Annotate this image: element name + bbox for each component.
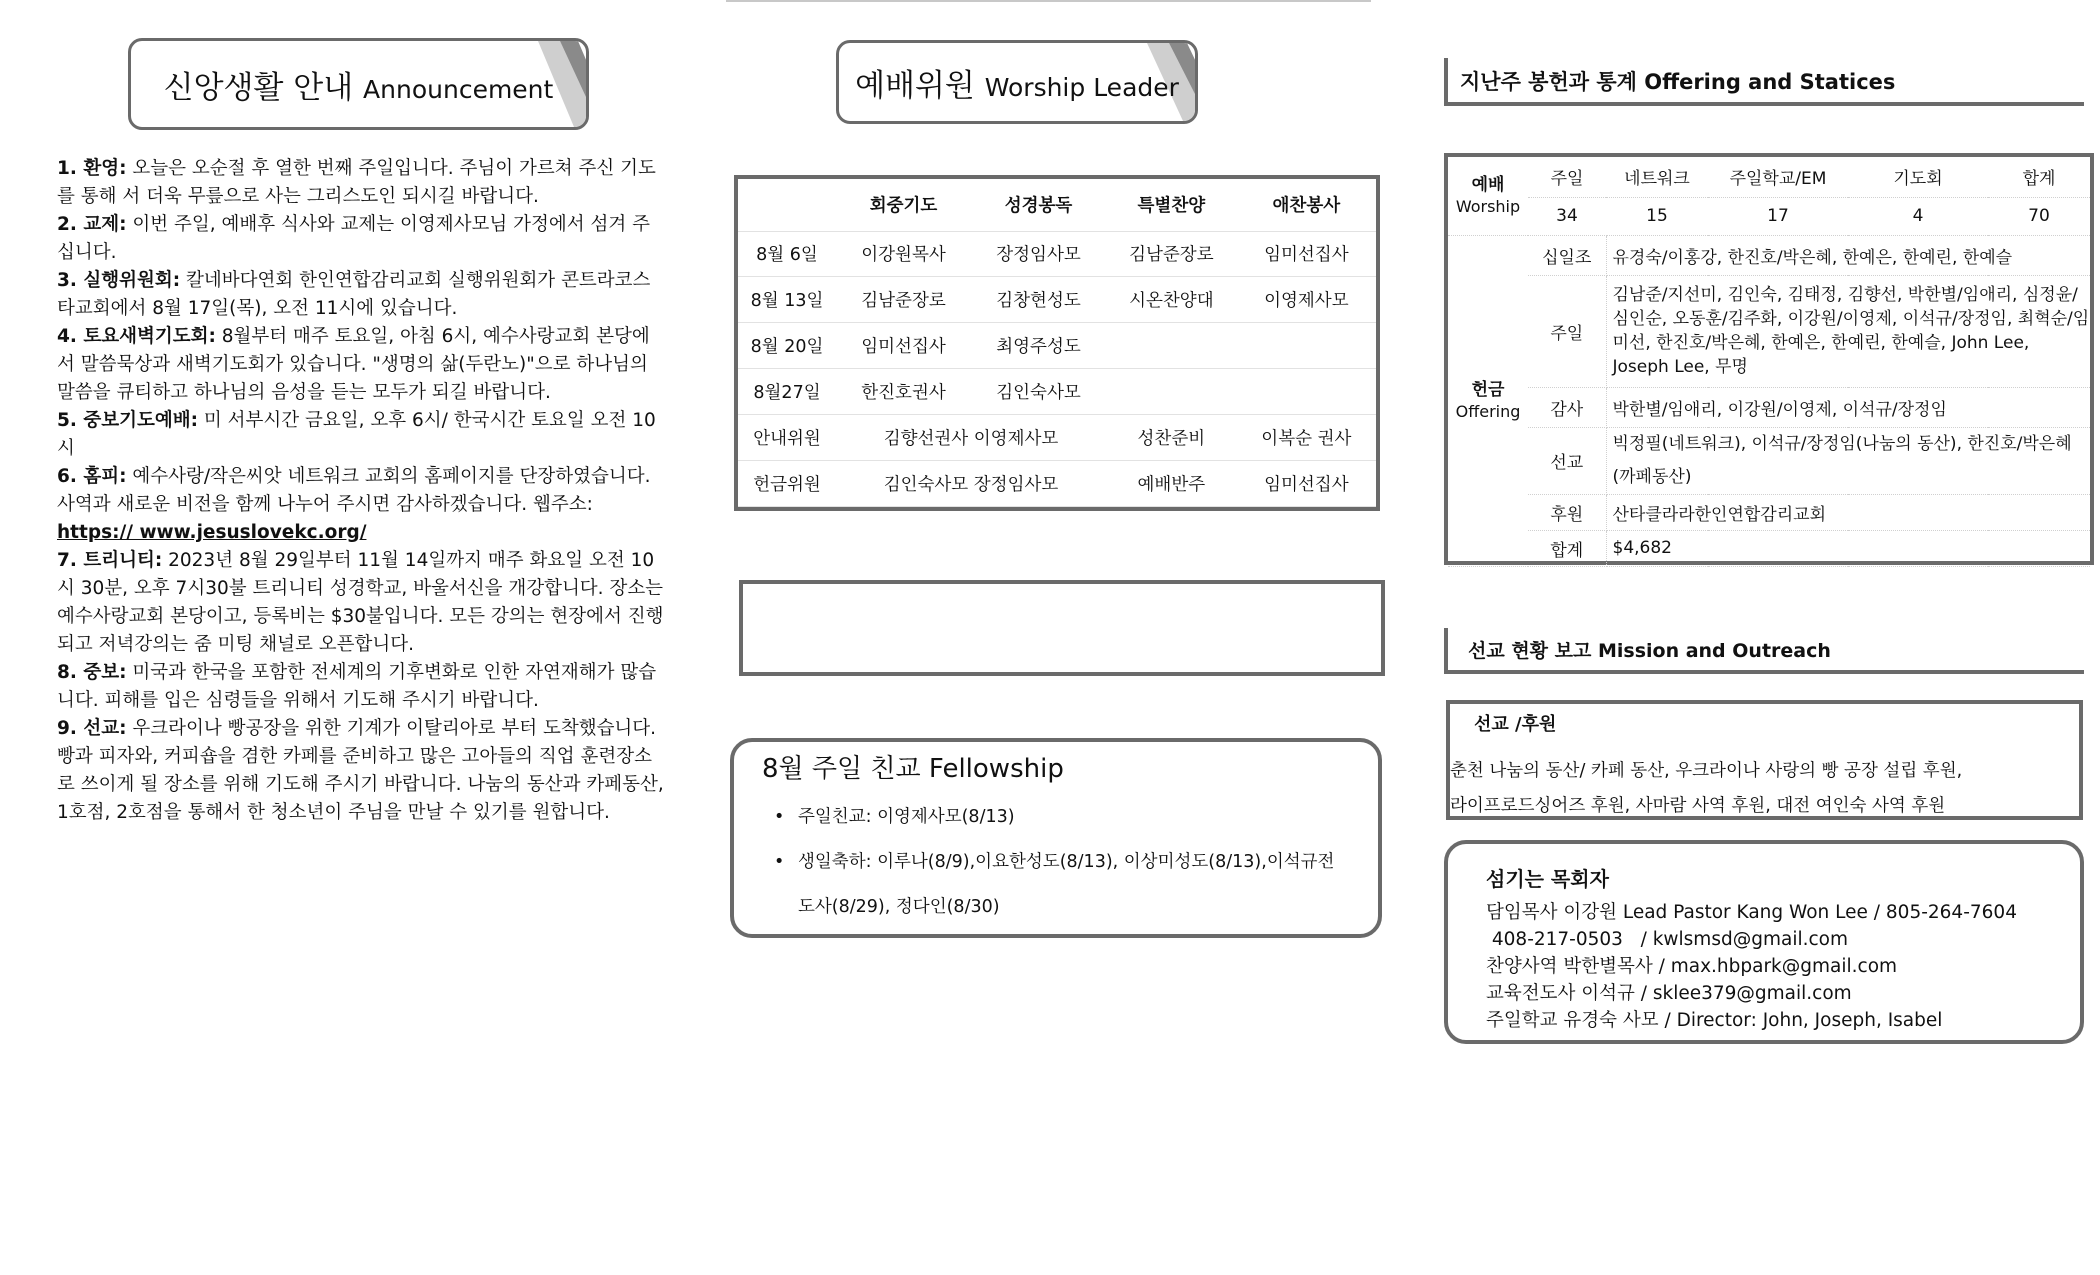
list-item: • 생일축하: 이루나(8/9),이요한성도(8/13), 이상미성도(8/13),이석규전도사(8/29), 정다인(8/30) — [762, 840, 1350, 930]
fellowship-title: 8월 주일 친교 Fellowship — [762, 754, 1064, 784]
announcement-item: 4. 토요새벽기도회: 8월부터 매주 토요일, 아침 6시, 예수사랑교회 본당에서 말씀묵상과 새벽기도회가 있습니다. "생명의 삶(두란노)"으로 하나님의 말씀을 큐티하고 하나님의 음성을 듣는 모두가 되길 바랍니다. — [57, 326, 650, 403]
table-cell — [1106, 369, 1237, 415]
table-cell: 이영제사모 — [1237, 277, 1376, 323]
worship-leader-table — [734, 175, 1380, 511]
offering-label: 헌금 Offering — [1448, 235, 1528, 566]
table-cell: 주일 — [1528, 275, 1606, 387]
table-cell: 선교 — [1528, 427, 1606, 494]
worship-label: 예배 Worship — [1448, 157, 1528, 235]
table-cell: 김남준/지선미, 김인숙, 김태정, 김향선, 박한별/임애리, 심정윤/심인순, 오동훈/김주화, 이강원/이영제, 이석규/장정임, 최혁순/임미선, 한진호/박은혜, 한예은, 한예린, 한예슬, John Lee, Joseph Lee, 무명 — [1606, 275, 2090, 387]
worship-title-tab — [836, 40, 1198, 124]
table-row — [1448, 275, 2090, 387]
table-cell: 70 — [1988, 197, 2090, 235]
table-cell: 임미선집사 — [1237, 231, 1376, 277]
table-row — [1448, 387, 2090, 427]
table-row — [1448, 530, 2090, 566]
table-cell: 최영주성도 — [971, 323, 1106, 369]
table-cell: 김인숙사모 장정임사모 — [836, 461, 1106, 507]
table-cell: 예배반주 — [1106, 461, 1237, 507]
table-cell: 8월 6일 — [738, 231, 836, 277]
table-cell: 헌금위원 — [738, 461, 836, 507]
announcement-item: 5. 중보기도예배: 미 서부시간 금요일, 오후 6시/ 한국시간 토요일 오전 10시 — [57, 410, 656, 459]
pastor-line: 주일학교 유경숙 사모 / Director: John, Joseph, Isabel — [1486, 1010, 1943, 1031]
table-cell: 4 — [1848, 197, 1988, 235]
table-cell: 15 — [1606, 197, 1708, 235]
table-cell: 김인숙사모 — [971, 369, 1106, 415]
list-item: • 주일친교: 이영제사모(8/13) — [762, 795, 1350, 840]
table-row — [1448, 494, 2090, 530]
table-header: 주일 — [1528, 157, 1606, 197]
table-cell: 유경숙/이홍강, 한진호/박은혜, 한예은, 한예린, 한예슬 — [1606, 235, 2090, 275]
announcement-item: 2. 교제: 이번 주일, 예배후 식사와 교제는 이영제사모님 가정에서 섬겨 주십니다. — [57, 214, 650, 263]
table-cell: 34 — [1528, 197, 1606, 235]
pastor-line: 담임목사 이강원 Lead Pastor Kang Won Lee / 805-264-7604 — [1486, 902, 2017, 923]
table-cell — [1237, 369, 1376, 415]
table-header: 회중기도 — [836, 179, 971, 231]
table-row — [1448, 197, 2090, 235]
announcement-item: 6. 홈피: 예수사랑/작은씨앗 네트워크 교회의 홈페이지를 단장하였습니다. 사역과 새로운 비전을 함께 나누어 주시면 감사하겠습니다. 웹주소: https:// www.jesuslovekc.org/ — [57, 466, 651, 543]
table-cell: 빅정필(네트워크), 이석규/장정임(나눔의 동산), 한진호/박은혜(까페동산) — [1606, 427, 2090, 494]
table-row — [1448, 157, 2090, 197]
table-cell: 감사 — [1528, 387, 1606, 427]
table-header: 애찬봉사 — [1237, 179, 1376, 231]
table-cell: 17 — [1708, 197, 1848, 235]
table-header-row — [738, 179, 1376, 231]
table-cell: 안내위원 — [738, 415, 836, 461]
table-cell: 김창현성도 — [971, 277, 1106, 323]
fellowship-box — [730, 738, 1382, 938]
announcement-item: 3. 실행위원회: 칼네바다연회 한인연합감리교회 실행위원회가 콘트라코스타교회에서 8월 17일(목), 오전 11시에 있습니다. — [57, 270, 651, 319]
table-cell: 김향선권사 이영제사모 — [836, 415, 1106, 461]
pastors-heading: 섬기는 목회자 — [1486, 867, 1609, 891]
announcement-item: 9. 선교: 우크라이나 빵공장을 위한 기계가 이탈리아로 부터 도착했습니다. 빵과 피자와, 커피숍을 겸한 카페를 준비하고 많은 고아들의 직업 훈련장소로 쓰이게 될 장소를 위해 기도해 주시기 바랍니다. 나눔의 동산과 카페동산, 1호점, 2호점을 통해서 한 청소년이 주님을 만날 수 있기를 원합니다. — [57, 718, 664, 823]
table-header: 합계 — [1988, 157, 2090, 197]
worship-title: 예배위원 Worship Leader — [855, 67, 1179, 104]
table-row — [1448, 427, 2090, 494]
announcement-item: 7. 트리니티: 2023년 8월 29일부터 11월 14일까지 매주 화요일 오전 10시 30분, 오후 7시30불 트리니티 성경학교, 바울서신을 개강합니다. 장소는 예수사랑교회 본당이고, 등록비는 $30불입니다. 모든 강의는 현장에서 진행되고 저녁강의는 줌 미팅 채널로 오픈합니다. — [57, 550, 664, 655]
table-cell: 8월 20일 — [738, 323, 836, 369]
pastor-line: 408-217-0503 / kwlsmsd@gmail.com — [1486, 929, 1848, 950]
table-cell: 이강원목사 — [836, 231, 971, 277]
table-cell: 박한별/임애리, 이강원/이영제, 이석규/장정임 — [1606, 387, 2090, 427]
announcement-list — [57, 155, 667, 827]
top-divider-line — [726, 0, 1371, 2]
section-bar — [1444, 628, 1448, 674]
table-cell: 성찬준비 — [1106, 415, 1237, 461]
table-cell: $4,682 — [1606, 530, 2090, 566]
table-header: 성경봉독 — [971, 179, 1106, 231]
announcement-title: 신앙생활 안내 Announcement — [163, 69, 554, 106]
empty-box — [739, 580, 1385, 676]
table-cell: 후원 — [1528, 494, 1606, 530]
pastors-box — [1444, 840, 2084, 1044]
table-row — [1448, 235, 2090, 275]
section-bar — [1444, 670, 2084, 674]
mission-heading: 선교 /후원 — [1474, 714, 1557, 735]
table-header: 기도회 — [1848, 157, 1988, 197]
table-row — [738, 323, 1376, 369]
table-row — [738, 231, 1376, 277]
mission-section-title: 선교 현황 보고 Mission and Outreach — [1468, 640, 1831, 662]
table-cell: 이복순 권사 — [1237, 415, 1376, 461]
table-header: 특별찬양 — [1106, 179, 1237, 231]
table-cell: 장정임사모 — [971, 231, 1106, 277]
table-cell: 임미선집사 — [1237, 461, 1376, 507]
table-cell: 김남준장로 — [836, 277, 971, 323]
mission-box — [1446, 700, 2083, 820]
section-bar — [1444, 58, 1448, 106]
table-cell: 산타클라라한인연합감리교회 — [1606, 494, 2090, 530]
table-cell: 김남준장로 — [1106, 231, 1237, 277]
table-cell — [1106, 323, 1237, 369]
table-row — [738, 415, 1376, 461]
table-row — [738, 369, 1376, 415]
announcement-item: 1. 환영: 오늘은 오순절 후 열한 번째 주일입니다. 주님이 가르쳐 주신 기도를 통해 서 더욱 무릎으로 사는 그리스도인 되시길 바랍니다. — [57, 158, 656, 207]
homepage-link[interactable]: https:// www.jesuslovekc.org/ — [57, 522, 367, 543]
table-cell: 8월27일 — [738, 369, 836, 415]
announcement-item: 8. 중보: 미국과 한국을 포함한 전세계의 기후변화로 인한 자연재해가 많습니다. 피해를 입은 심령들을 위해서 기도해 주시기 바랍니다. — [57, 662, 657, 711]
table-header: 네트워크 — [1606, 157, 1708, 197]
table-cell: 합계 — [1528, 530, 1606, 566]
table-cell: 시온찬양대 — [1106, 277, 1237, 323]
announcement-title-tab — [128, 38, 589, 130]
mission-line: 라이프로드싱어즈 후원, 사마람 사역 후원, 대전 여인숙 사역 후원 — [1450, 796, 1946, 816]
section-bar — [1444, 102, 2084, 106]
pastor-line: 교육전도사 이석규 / sklee379@gmail.com — [1486, 983, 1852, 1004]
table-row — [738, 461, 1376, 507]
mission-line: 춘천 나눔의 동산/ 카페 동산, 우크라이나 사랑의 빵 공장 설립 후원, — [1450, 761, 1963, 781]
offering-section-title: 지난주 봉헌과 통계 Offering and Statices — [1460, 70, 1896, 94]
table-header: 주일학교/EM — [1708, 157, 1848, 197]
offering-stats-table — [1444, 153, 2094, 565]
table-row — [738, 277, 1376, 323]
table-cell: 8월 13일 — [738, 277, 836, 323]
table-cell: 임미선집사 — [836, 323, 971, 369]
table-cell: 십일조 — [1528, 235, 1606, 275]
table-header — [738, 179, 836, 231]
table-cell: 한진호권사 — [836, 369, 971, 415]
pastor-line: 찬양사역 박한별목사 / max.hbpark@gmail.com — [1486, 956, 1898, 977]
table-cell — [1237, 323, 1376, 369]
